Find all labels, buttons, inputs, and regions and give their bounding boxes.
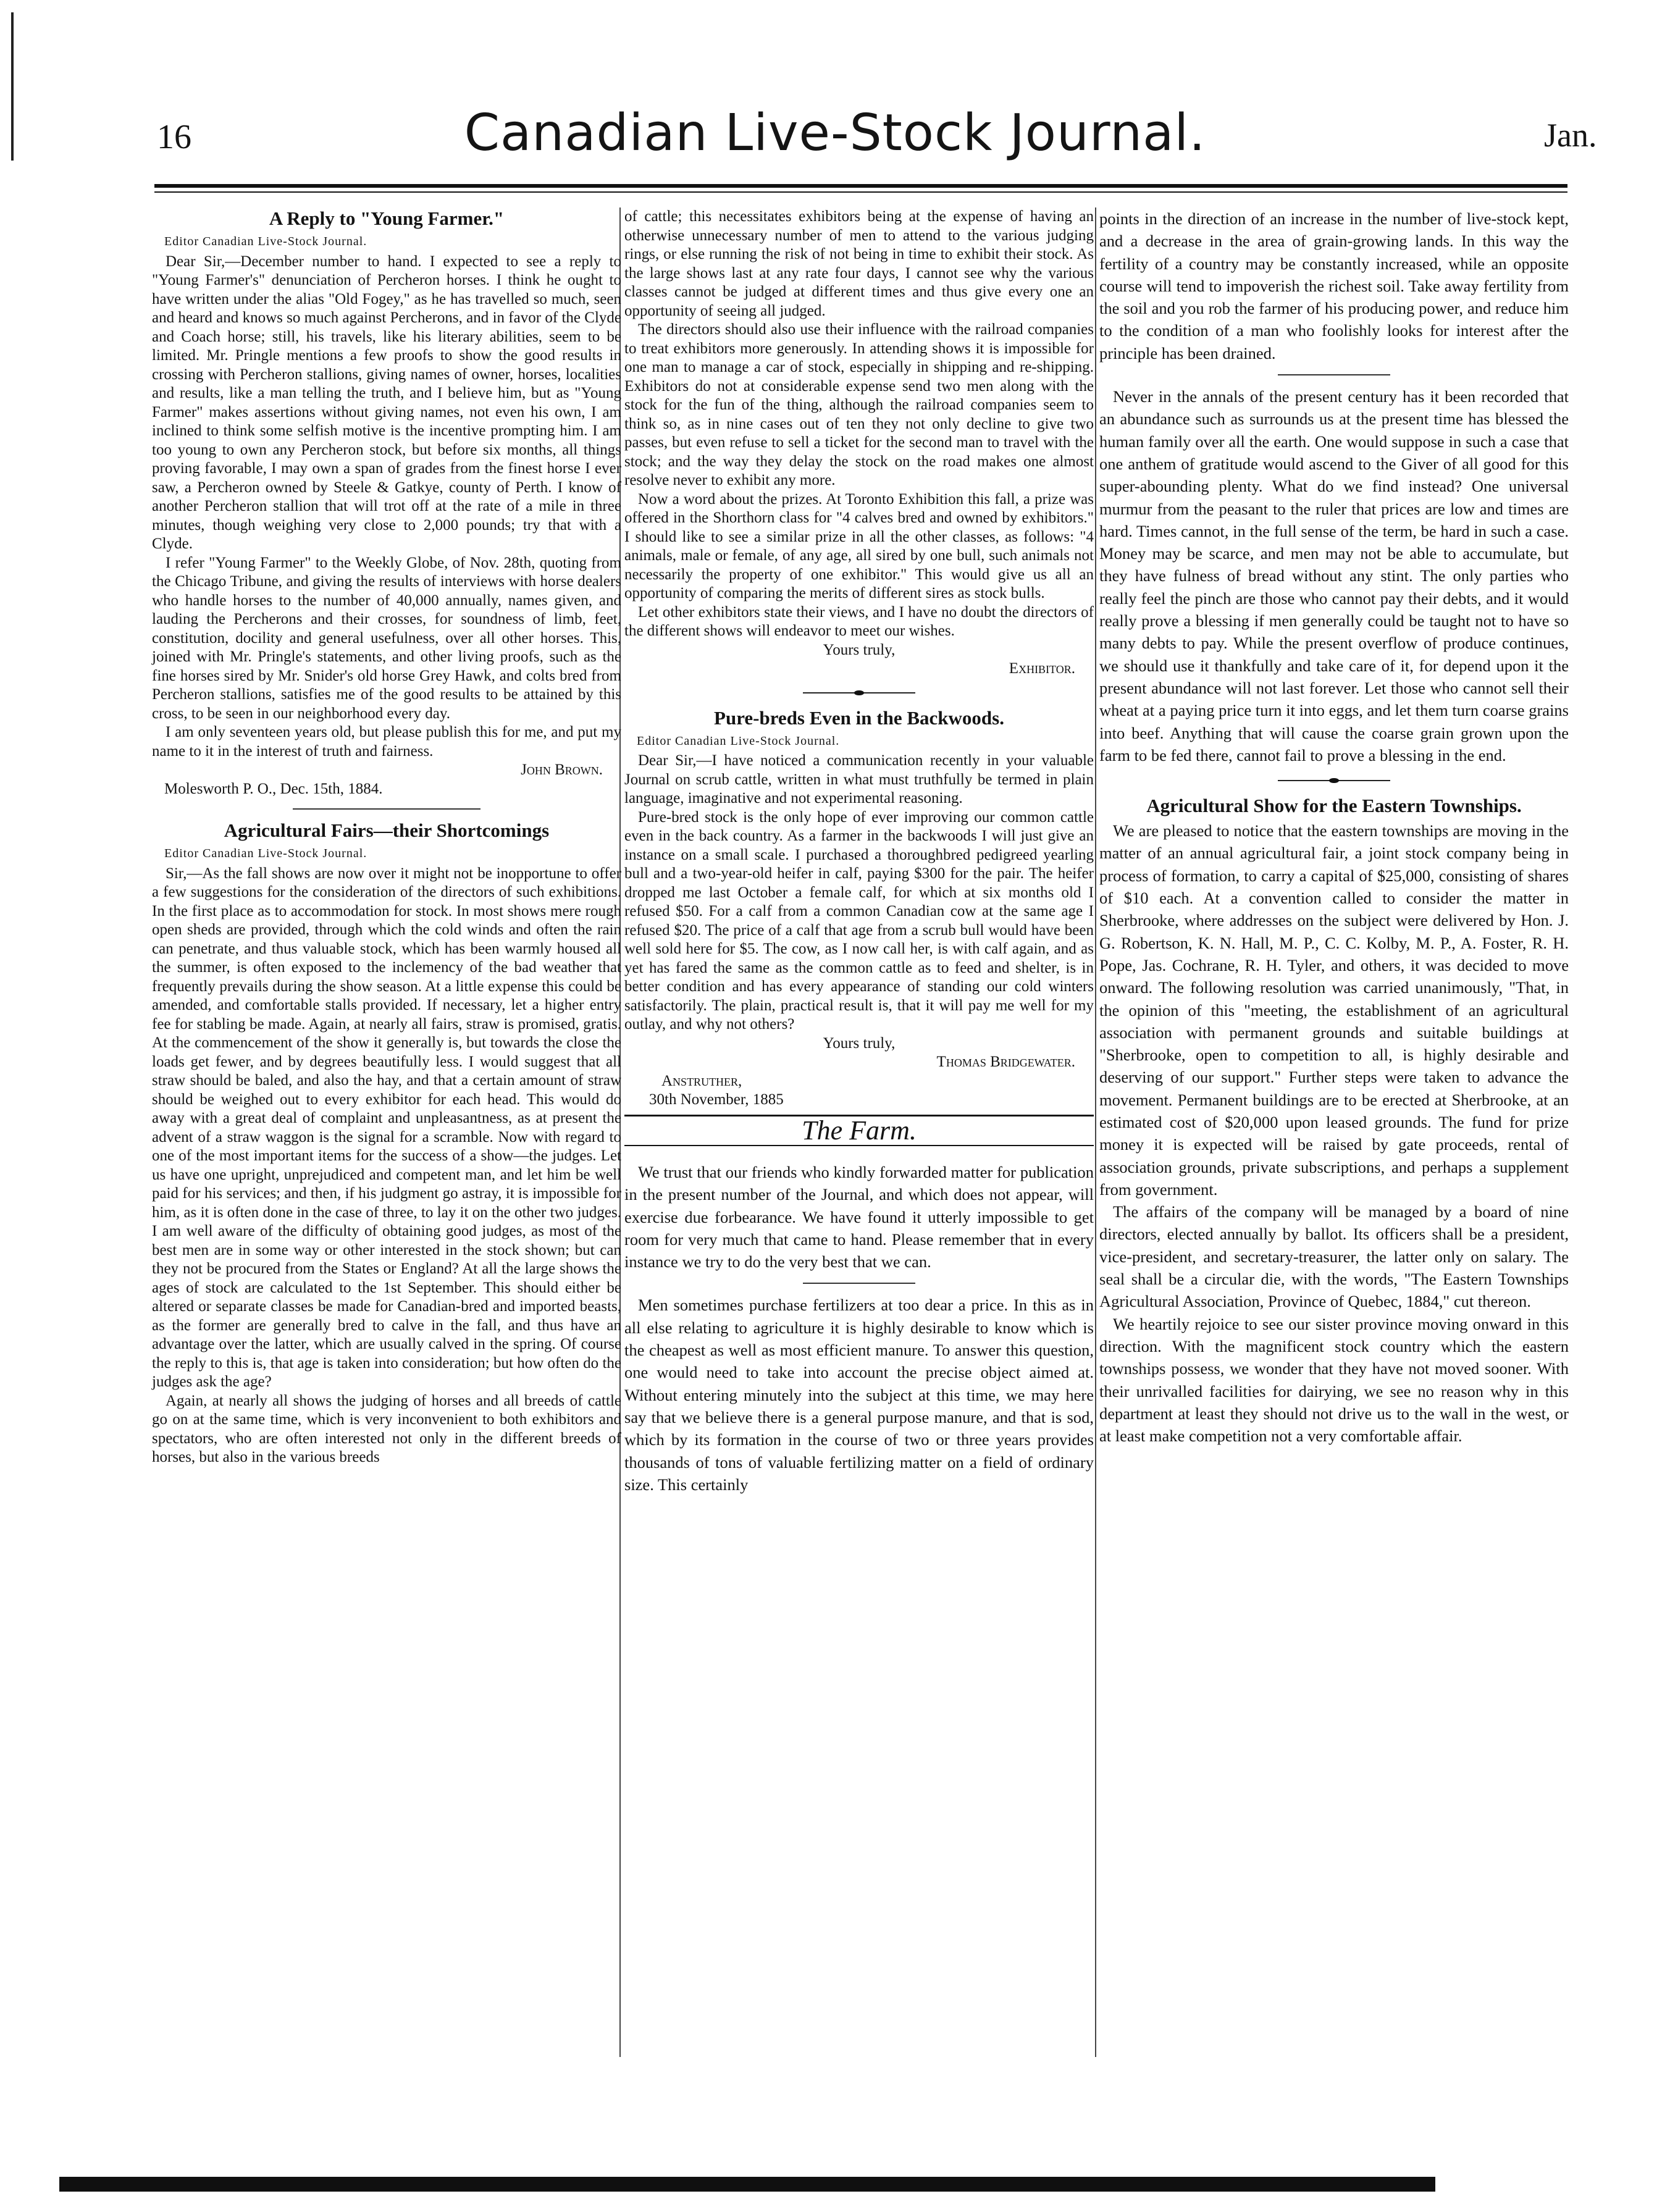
column-2 xyxy=(624,207,1094,1496)
section-heading-the-farm: The Farm. xyxy=(624,1115,1094,1147)
article-title: Pure-breds Even in the Backwoods. xyxy=(714,706,1004,729)
signature: John Brown. xyxy=(521,761,603,778)
column-divider-2 xyxy=(1095,207,1096,2057)
dateline: Molesworth P. O., Dec. 15th, 1884. xyxy=(164,780,383,797)
footer-bar xyxy=(59,2177,1435,2192)
paragraph: Dear Sir,—I have noticed a communication recently in your valuable Journal on scrub cattle, written in what must truthfully be termed in plain language, imaginative and not experimental reasoning. xyxy=(624,752,1094,806)
section-rule xyxy=(293,808,480,810)
section-rule xyxy=(803,1283,915,1284)
issue-month: Jan. xyxy=(1544,117,1597,154)
paragraph: Again, at nearly all shows the judging of horses and all breeds of cattle go on at the same time, which is very inconvenient to both exhibitors and spectators, who are often interested not only in the different breeds of horses, but also in the various breeds xyxy=(152,1392,621,1465)
ornament-rule xyxy=(624,686,1094,700)
paragraph: of cattle; this necessitates exhibitors being at the expense of having an otherwise unnecessary number of men to attend to the various judging rings, or else running the risk of not being in time to exhibit their stock. As the large shows last at any rate four days, I cannot see why the various classes cannot be judged at different times and thus give every one an opportunity of seeing all judged. xyxy=(624,208,1094,319)
paragraph: Never in the annals of the present century has it been recorded that an abundance such as surrounds us at the present time has blessed the human family over all the earth. One would suppose in such a case that one anthem of gratitude would ascend to the Giver of all good for this super-abounding plenty. What do we find instead? One universal murmur from the peasant to the ruler that prices are low and times are hard. Times cannot, in the full sense of the term, be hard in such a case. Money may be scarce, and men may not be able to accumulate, but they have fulness of bread without any stint. The only parties who really feel the pinch are those who cannot pay their debts, and it would really prove a blessing if men generally could be taught not to have so many debts to pay. While the present overflow of produce continues, we should use it thankfully and take care of it, for depend upon it the present abundance will not last forever. Let those who cannot sell their wheat at a paying price turn it into eggs, and let them turn coarse grains into beef. Anything that will cause the coarse grain grown upon the farm to be fed there, cannot fail to prove a blessing in the end. xyxy=(1099,387,1569,765)
column-3 xyxy=(1099,207,1569,1447)
paragraph: We trust that our friends who kindly forwarded matter for publication in the present number of the Journal, and which does not appear, will exercise due forbearance. We have found it utterly impossible to get room for very much that came to hand. Please remember that in every instance we try to do the very best that we can. xyxy=(624,1163,1094,1271)
editor-address: Editor Canadian Live-Stock Journal. xyxy=(637,734,840,748)
editor-address: Editor Canadian Live-Stock Journal. xyxy=(164,235,367,248)
paragraph: The directors should also use their influence with the railroad companies to treat exhibitors more generously. In attending shows it is impossible for one man to manage a car of stock, especially in shipping and re-shipping. Exhibitors do not at considerable expense send two men along with the stock for the fun of the thing, although the railroad companies seem to think so, as in nine cases out of ten they not only decline to give two passes, but even refuse to sell a ticket for the second man to travel with the stock; and the way they delay the stock on the road makes one almost resolve never to exhibit any more. xyxy=(624,321,1094,488)
signature: Exhibitor. xyxy=(1009,660,1075,677)
paragraph: I am only seventeen years old, but please publish this for me, and put my name to it in the interest of truth and fairness. xyxy=(152,724,621,760)
paragraph: Men sometimes purchase fertilizers at too dear a price. In this as in all else relating to agriculture it is highly desirable to know which is the cheapest as well as most efficient manure. To answer this question, one would need to take into account the precise object aimed at. Without entering minutely into the subject at this time, we may here say that we believe there is a general purpose manure, and that is sod, which by its formation in the course of two or three years provides thousands of tons of valuable fertilizing matter on a field of ordinary size. This certainly xyxy=(624,1296,1094,1494)
paragraph: We are pleased to notice that the eastern townships are moving in the matter of an annual agricultural fair, a joint stock company being in process of formation, to carry a capital of $25,000, consisting of shares of $10 each. At a convention called to consider the matter in Sherbrooke, where addresses on the subject were delivered by Hon. J. G. Robertson, K. N. Hall, M. P., C. C. Kolby, M. P., A. Foster, R. H. Pope, Jas. Cochrane, R. H. Tyler, and others, it was decided to move onward. The following resolution was carried unanimously, "That, in the opinion of this "meeting, the establishment of an agricultural association with permanent grounds and suitable buildings at "Sherbrooke, open to competition to all, is highly desirable and deserving of our support." Further steps were taken to advance the movement. Permanent buildings are to be erected at Sherbrooke, at an estimated cost of $20,000 upon leased grounds. The fund for prize money it is expected will be raised by gate proceeds, rental of association grounds, private subscriptions, and perhaps a supplement from government. xyxy=(1099,821,1569,1199)
closing: Yours truly, xyxy=(823,1034,896,1052)
article-title: Agricultural Show for the Eastern Townships. xyxy=(1146,795,1522,817)
header-rule-thick xyxy=(154,184,1567,188)
paragraph: Pure-bred stock is the only hope of ever improving our common cattle even in the back country. As a farmer in the backwoods I will just give an instance on a small scale. I purchased a thoroughbred pedigreed yearling bull and a two-year-old heifer in calf, paying $300 for the pair. The heifer dropped me last October a female calf, for which at six months old I refused $50. For a calf from a common Canadian cow at the same age I refused $20. The price of a calf that age from a scrub bull would have been well sold here for $5. The cow, as I now call her, is with calf again, and as yet has fared the same as the common cattle as to feed and shelter, is in better condition and has every appearance of standing our cold winters satisfactorily. The plain, practical result is, that it will pay me well for my outlay, and why not others? xyxy=(624,808,1094,1033)
paragraph: Sir,—As the fall shows are now over it might not be inopportune to offer a few suggestions for the consideration of the directors of such exhibitions. In the first place as to accommodation for stock. In most shows mere rough open sheds are provided, through which the cold winds and often the rain can penetrate, and thus valuable stock, which has been warmly housed all the summer, is often exposed to the inclemency of the bad weather that frequently prevails during the show season. At a little expense this could be amended, and comfortable stalls provided. If necessary, let a higher entry fee for stabling be made. Again, at nearly all fairs, straw is promised, gratis. At the commencement of the show it generally is, but towards the close the loads get fewer, and by degrees beautifully less. I would suggest that all straw should be baled, and also the hay, and that a certain amount of straw should be weighed out to every exhibitor for each head. This would do away with a great deal of complaint and unpleasantness, as at present the advent of a straw waggon is the signal for a scramble. Now with regard to one of the most important items for the success of a show—the judges. Let us have one upright, unprejudiced and competent man, and let him be well paid for his services; and then, if his judgment go astray, it is impossible for him, as it is often done in the case of three, to lay it on the other two judges. I am well aware of the difficulty of obtaining good judges, as most of the best men are in some way or other interested in the stock shown; but can they not be procured from the States or England? At all the large shows the ages of stock are calculated to the 1st September. This should either be altered or separate classes be made for Canadian-bred and imported beasts, as the former are generally bred to calve in the fall, and thus have an advantage over the latter, which are usually calved in the spring. Of course the reply to this is, that age is taken into consideration; but how often do the judges ask the age? xyxy=(152,865,621,1390)
page-number: 16 xyxy=(157,118,191,156)
place: Anstruther, xyxy=(661,1072,742,1089)
dateline: 30th November, 1885 xyxy=(649,1091,784,1108)
journal-title: Canadian Live-Stock Journal. xyxy=(464,104,1206,162)
paragraph: I refer "Young Farmer" to the Weekly Globe, of Nov. 28th, quoting from the Chicago Tribune, and giving the results of interviews with horse dealers who handle horses to the number of 40,000 annually, names given, and lauding the Percherons and their crosses, for soundness of limb, feet, constitution, docility and general usefulness, over all other horses. This, joined with Mr. Pringle's statements, and other living proofs, such as the fine horses sired by Mr. Snider's old horse Grey Hawk, and colts bred from Percheron stallions, satisfies me of the good results to be attained by this cross, to be seen in our neighborhood every day. xyxy=(152,554,621,722)
header-rule-thin xyxy=(154,191,1567,193)
paragraph: The affairs of the company will be managed by a board of nine directors, elected annually by ballot. Its officers shall be a president, vice-president, and secretary-treasurer, the latter only on salary. The seal shall be a circular die, with the words, "The Eastern Townships Agricultural Association, Province of Quebec, 1884," cut thereon. xyxy=(1099,1202,1569,1311)
closing: Yours truly, xyxy=(823,641,896,658)
column-1 xyxy=(152,207,621,1467)
paragraph: points in the direction of an increase in the number of live-stock kept, and a decrease in the area of grain-growing lands. In this way the fertility of a country may be constantly increased, while an opposite course will tend to impoverish the richest soil. Take away fertility from the soil and you rob the farmer of his producing power, and reduce him to the condition of a man who foolishly looks for interest after the principle has been drained. xyxy=(1099,209,1569,362)
editor-address: Editor Canadian Live-Stock Journal. xyxy=(164,847,367,860)
paragraph: Dear Sir,—December number to hand. I expected to see a reply to "Young Farmer's" denunciation of Percheron horses. I think he ought to have written under the alias "Old Fogey," as he has travelled so much, seen and heard and knows so much against Percherons, and in favor of the Clyde and Coach horse; still, his travels, like his literary abilities, seem to be limited. Mr. Pringle mentions a few proofs to show the good results in crossing with Percheron stallions, giving names of owner, horses, localities and results, like a man telling the truth, and I believe him, but as "Young Farmer" makes assertions without giving names, not even his own, I am inclined to think some selfish motive is the incentive prompting him. I am too young to own any Percheron stock, but before six months, all things proving favorable, I may own a span of grades from the finest horse I ever saw, a Percheron owned by Steele & Gatkye, county of Perth. I know of another Percheron stallion that will trot off at the rate of a mile in three minutes, though weighing very close to 2,000 pounds; try that with a Clyde. xyxy=(152,253,621,552)
paragraph: We heartily rejoice to see our sister province moving onward in this direction. With the magnificent stock country which the eastern townships possess, we wonder that they have not moved sooner. With their unrivalled facilities for dairying, we see no reason why in this department at least they should not drive us to the wall in the west, or at least make competition not a very comfortable affair. xyxy=(1099,1314,1569,1446)
paragraph: Let other exhibitors state their views, and I have no doubt the directors of the different shows will endeavor to meet our wishes. xyxy=(624,603,1094,639)
paragraph: Now a word about the prizes. At Toronto Exhibition this fall, a prize was offered in the Shorthorn class for "4 calves bred and owned by exhibitors." I should like to see a similar prize in all the other classes, as follows: "4 animals, male or female, of any age, all sired by one bull, such animals not necessarily the property of one exhibitor." This would give us all an opportunity of comparing the merits of different sires as stock bulls. xyxy=(624,490,1094,601)
article-title: Agricultural Fairs—their Shortcomings xyxy=(224,819,550,841)
signature: Thomas Bridgewater. xyxy=(936,1054,1075,1070)
article-title: A Reply to "Young Farmer." xyxy=(269,207,505,229)
section-rule xyxy=(1278,374,1390,375)
ornament-rule xyxy=(1099,774,1569,787)
